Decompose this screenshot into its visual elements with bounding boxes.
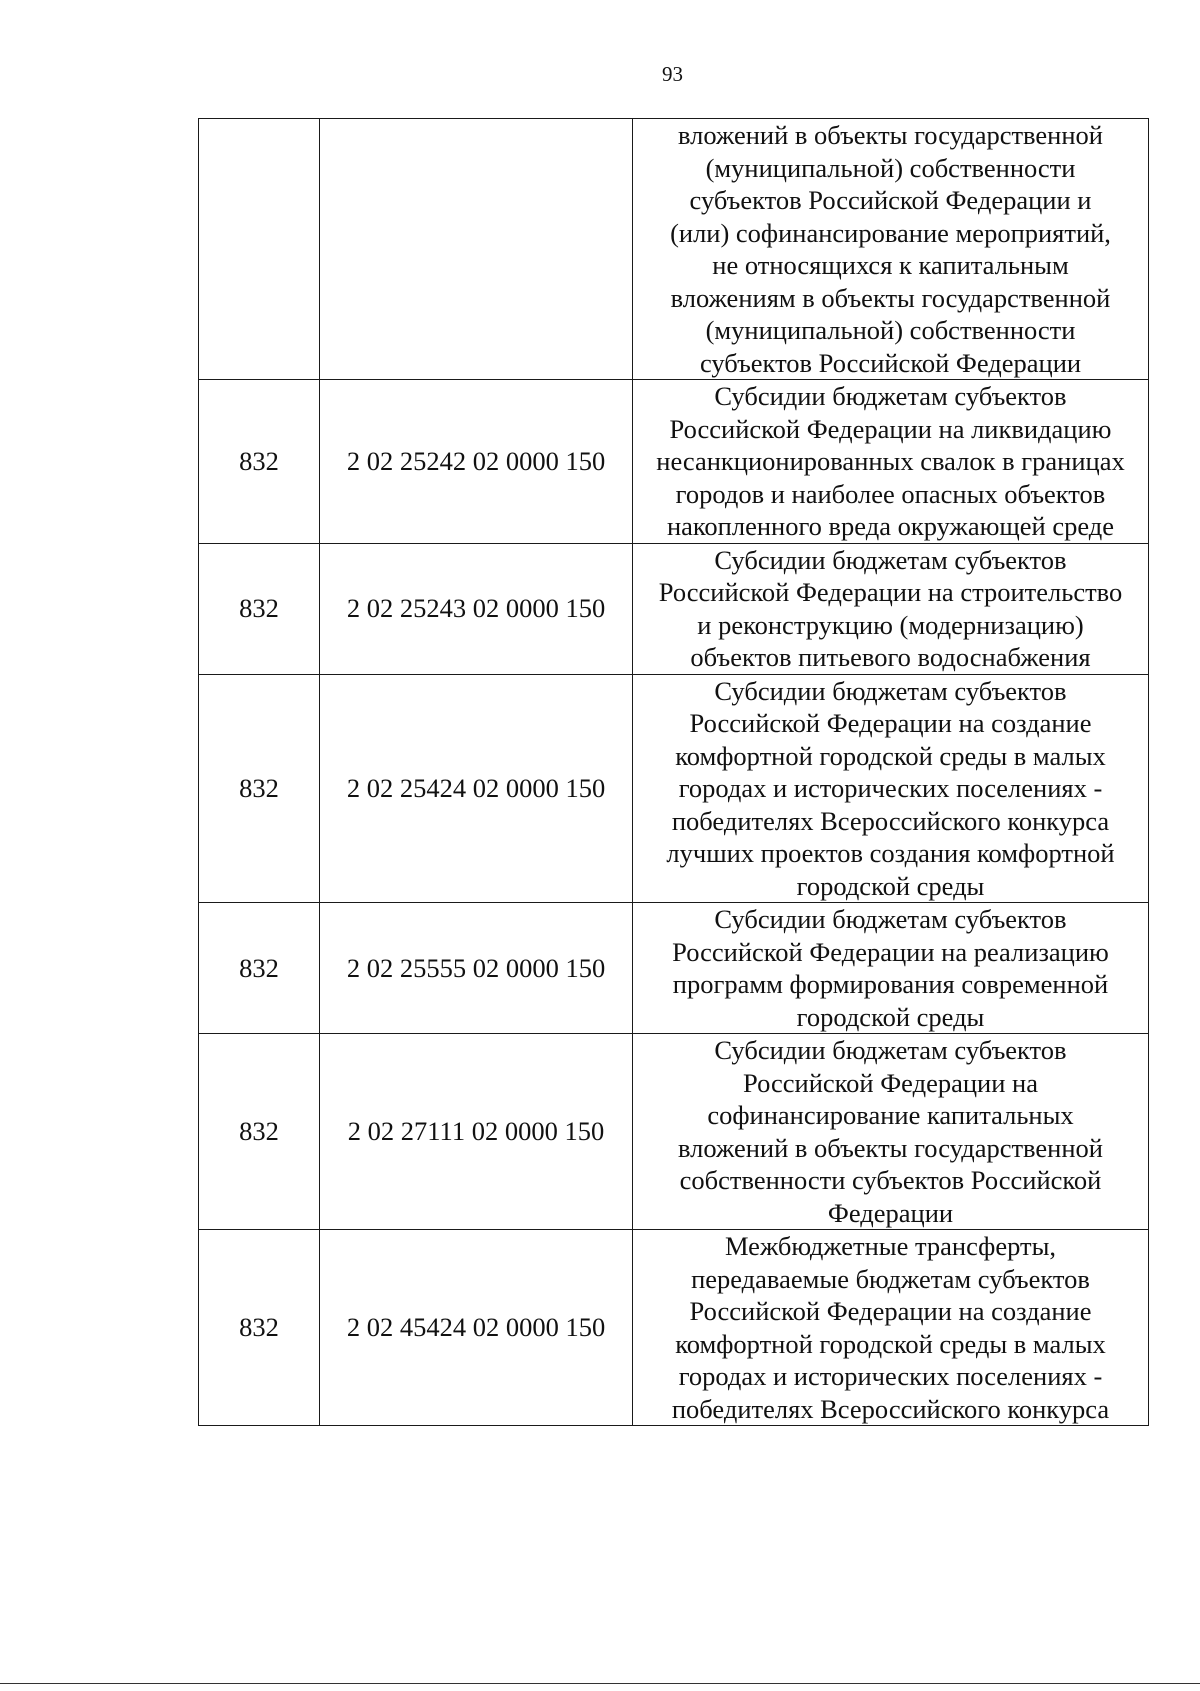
- budget-code-cell: 2 02 25243 02 0000 150: [320, 543, 633, 674]
- admin-code-cell: 832: [199, 380, 320, 544]
- budget-code-cell: 2 02 45424 02 0000 150: [320, 1230, 633, 1426]
- budget-code-cell: 2 02 25424 02 0000 150: [320, 674, 633, 903]
- description-cell: Субсидии бюджетам субъектов Российской Федерации на создание комфортной городской среды в малых городах и исторических поселениях - победителях Всероссийского конкурса лучших проектов создания комфортной городской среды: [633, 674, 1149, 903]
- admin-code-cell: 832: [199, 543, 320, 674]
- budget-classification-table: [198, 118, 1149, 1426]
- budget-code-cell: 2 02 25242 02 0000 150: [320, 380, 633, 544]
- description-cell: Субсидии бюджетам субъектов Российской Федерации на строительство и реконструкцию (модернизацию) объектов питьевого водоснабжения: [633, 543, 1149, 674]
- table-row: [199, 674, 1149, 903]
- table-row: [199, 543, 1149, 674]
- description-cell: вложений в объекты государственной (муниципальной) собственности субъектов Российской Федерации и (или) софинансирование мероприятий, не относящихся к капитальным вложениям в объекты государственной (муниципальной) собственности субъектов Российской Федерации: [633, 119, 1149, 380]
- page-bottom-rule: [0, 1683, 1200, 1684]
- description-cell: Субсидии бюджетам субъектов Российской Федерации на реализацию программ формирования современной городской среды: [633, 903, 1149, 1034]
- budget-code-cell: 2 02 27111 02 0000 150: [320, 1034, 633, 1230]
- description-cell: Субсидии бюджетам субъектов Российской Федерации на ликвидацию несанкционированных свалок в границах городов и наиболее опасных объектов накопленного вреда окружающей среде: [633, 380, 1149, 544]
- budget-code-cell: 2 02 25555 02 0000 150: [320, 903, 633, 1034]
- admin-code-cell: 832: [199, 1034, 320, 1230]
- description-cell: Межбюджетные трансферты, передаваемые бюджетам субъектов Российской Федерации на создание комфортной городской среды в малых городах и исторических поселениях - победителях Всероссийского конкурса: [633, 1230, 1149, 1426]
- table-row: [199, 1034, 1149, 1230]
- table-row: [199, 119, 1149, 380]
- table-row: [199, 903, 1149, 1034]
- admin-code-cell: 832: [199, 674, 320, 903]
- budget-code-cell: [320, 119, 633, 380]
- table-row: [199, 1230, 1149, 1426]
- admin-code-cell: 832: [199, 903, 320, 1034]
- description-cell: Субсидии бюджетам субъектов Российской Федерации на софинансирование капитальных вложений в объекты государственной собственности субъектов Российской Федерации: [633, 1034, 1149, 1230]
- page-number: 93: [662, 62, 683, 86]
- admin-code-cell: 832: [199, 1230, 320, 1426]
- admin-code-cell: [199, 119, 320, 380]
- table-row: [199, 380, 1149, 544]
